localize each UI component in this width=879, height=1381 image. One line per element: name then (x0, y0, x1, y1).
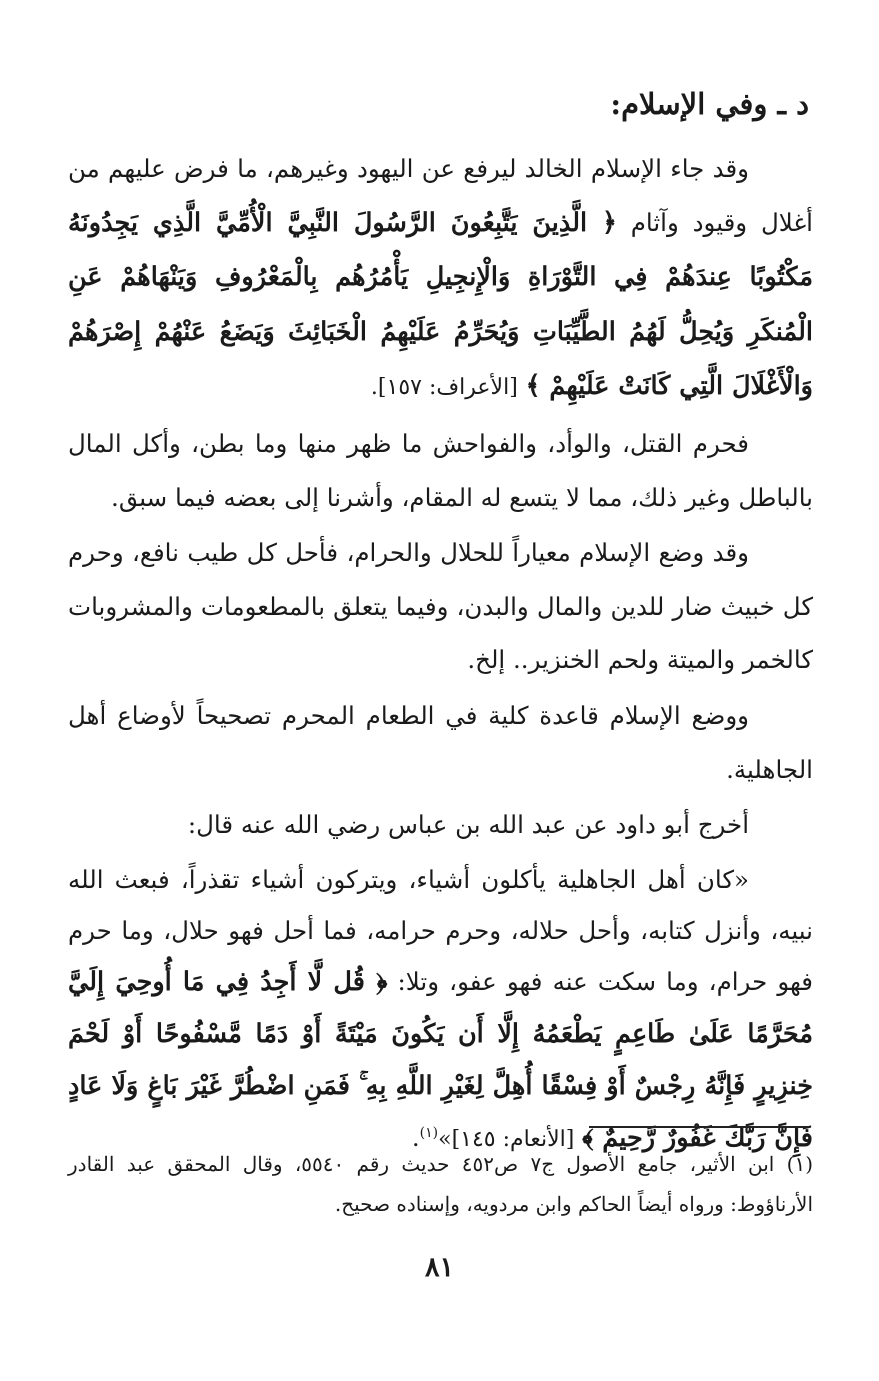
page-body (68, 142, 813, 1173)
quran-verse-quote: ﴿ الَّذِينَ يَتَّبِعُونَ الرَّسُولَ النَّبِيَّ الْأُمِّيَّ الَّذِي يَجِدُونَهُ مَكْتُوبًا عِندَهُمْ فِي التَّوْرَاةِ وَالْإِنجِيلِ يَأْمُرُهُم بِالْمَعْرُوفِ وَيَنْهَاهُمْ عَنِ الْمُنكَرِ وَيُحِلُّ لَهُمُ الطَّيِّبَاتِ وَيُحَرِّمُ عَلَيْهِمُ الْخَبَائِثَ وَيَضَعُ عَنْهُمْ إِصْرَهُمْ وَالْأَغْلَالَ الَّتِي كَانَتْ عَلَيْهِمْ ﴾ (68, 207, 813, 402)
paragraph-hadith-text (68, 854, 813, 1165)
paragraph-text: وقد جاء الإسلام الخالد ليرفع عن اليهود وغيرهم، ما فرض عليهم من أغلال وقيود وآثام (68, 154, 813, 237)
page-number: ٨١ (424, 1252, 454, 1283)
paragraph-hadith-intro: أخرج أبو داود عن عبد الله بن عباس رضي الله عنه قال: (187, 810, 749, 840)
paragraph-general-rule: ووضع الإسلام قاعدة كلية في الطعام المحرم تصحيحاً لأوضاع أهل الجاهلية. (68, 700, 813, 784)
sentence-end: . (411, 1122, 420, 1152)
paragraph-prohibitions: فحرم القتل، والوأد، والفواحش ما ظهر منها وما بطن، وأكل المال بالباطل وغير ذلك، مما لا يتسع له المقام، وأشرنا إلى بعضه فيما سبق. (68, 428, 813, 512)
hadith-text: «كان أهل الجاهلية يأكلون أشياء، ويتركون أشياء تقذراً، فبعث الله نبيه، وأنزل كتابه، وأحل حلاله، وحرم حرامه، فما أحل فهو حلال، وما حرم فهو حرام، وما سكت عنه فهو عفو، وتلا: (68, 864, 813, 996)
section-heading: د ـ وفي الإسلام: (610, 87, 809, 121)
quran-verse-quote: ﴿ قُل لَّا أَجِدُ فِي مَا أُوحِيَ إِلَيَّ مُحَرَّمًا عَلَىٰ طَاعِمٍ يَطْعَمُهُ إِلَّا أَن يَكُونَ مَيْتَةً أَوْ دَمًا مَّسْفُوحًا أَوْ لَحْمَ خِنزِيرٍ فَإِنَّهُ رِجْسٌ أَوْ فِسْقًا أُهِلَّ لِغَيْرِ اللَّهِ بِهِ ۚ فَمَنِ اضْطُرَّ غَيْرَ بَاغٍ وَلَا عَادٍ فَإِنَّ رَبَّكَ غَفُورٌ رَّحِيمٌ ﴾ (68, 966, 813, 1153)
paragraph-halal-standard: وقد وضع الإسلام معياراً للحلال والحرام، فأحل كل طيب نافع، وحرم كل خبيث ضار للدين والمال والبدن، وفيما يتعلق بالمطعومات والمشروبات كالخمر والميتة ولحم الخنزير.. إلخ. (68, 538, 813, 675)
footnote-divider (589, 1126, 809, 1128)
footnote-marker: (١) (419, 1124, 439, 1141)
verse-reference: [الأعراف: ١٥٧]. (370, 375, 518, 401)
verse-reference: [الأنعام: ١٤٥]» (438, 1126, 575, 1152)
footnote-text: (١) ابن الأثير، جامع الأصول ج٧ ص٤٥٢ حديث رقم ٥٥٤٠، وقال المحقق عبد القادر الأرناؤوط: ورواه أيضاً الحاكم وابن مردويه، وإسناده صحيح. (68, 1152, 813, 1216)
paragraph-islam-intro (68, 142, 813, 415)
